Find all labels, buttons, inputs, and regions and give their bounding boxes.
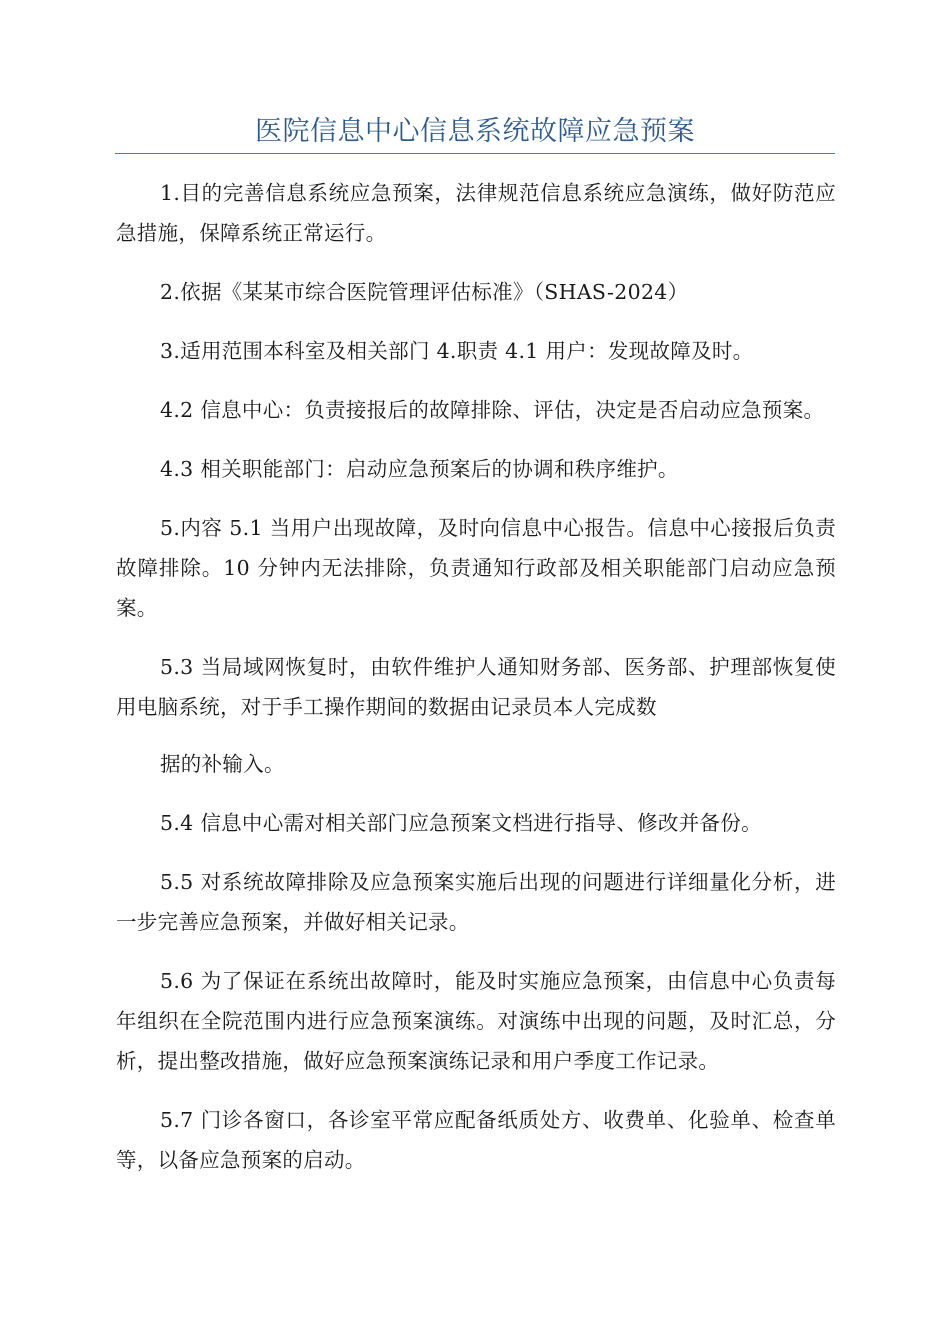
paragraph-content-5-4: 5.4 信息中心需对相关部门应急预案文档进行指导、修改并备份。 — [160, 811, 762, 835]
paragraph-content-5-3: 5.3 当局域网恢复时，由软件维护人通知财务部、医务部、护理部恢复使用电脑系统，对于手工操作期间的数据由记录员本人完成数 — [116, 655, 836, 719]
document-title: 医院信息中心信息系统故障应急预案 — [255, 116, 695, 147]
paragraph-functional-dept-duty: 4.3 相关职能部门：启动应急预案后的协调和秩序维护。 — [160, 457, 679, 481]
paragraph-info-center-duty: 4.2 信息中心：负责接报后的故障排除、评估，决定是否启动应急预案。 — [160, 398, 825, 422]
document-body — [116, 173, 836, 1199]
paragraph-content-5-3-continued: 据的补输入。 — [160, 752, 285, 776]
paragraph-content-5-1: 5.内容 5.1 当用户出现故障，及时向信息中心报告。信息中心接报后负责故障排除。10 分钟内无法排除，负责通知行政部及相关职能部门启动应急预案。 — [116, 516, 836, 620]
paragraph-scope-duties: 3.适用范围本科室及相关部门 4.职责 4.1 用户：发现故障及时。 — [160, 339, 754, 363]
title-underline — [115, 153, 835, 154]
paragraph-content-5-5: 5.5 对系统故障排除及应急预案实施后出现的问题进行详细量化分析，进一步完善应急预案，并做好相关记录。 — [116, 870, 836, 934]
paragraph-basis: 2.依据《某某市综合医院管理评估标准》（SHAS-2024） — [160, 280, 689, 304]
paragraph-content-5-6: 5.6 为了保证在系统出故障时，能及时实施应急预案，由信息中心负责每年组织在全院范围内进行应急预案演练。对演练中出现的问题，及时汇总，分析，提出整改措施，做好应急预案演练记录和用户季度工作记录。 — [116, 969, 836, 1073]
paragraph-purpose: 1.目的完善信息系统应急预案，法律规范信息系统应急演练，做好防范应急措施，保障系统正常运行。 — [116, 181, 836, 245]
paragraph-content-5-7: 5.7 门诊各窗口，各诊室平常应配备纸质处方、收费单、化验单、检查单等，以备应急预案的启动。 — [116, 1108, 836, 1172]
